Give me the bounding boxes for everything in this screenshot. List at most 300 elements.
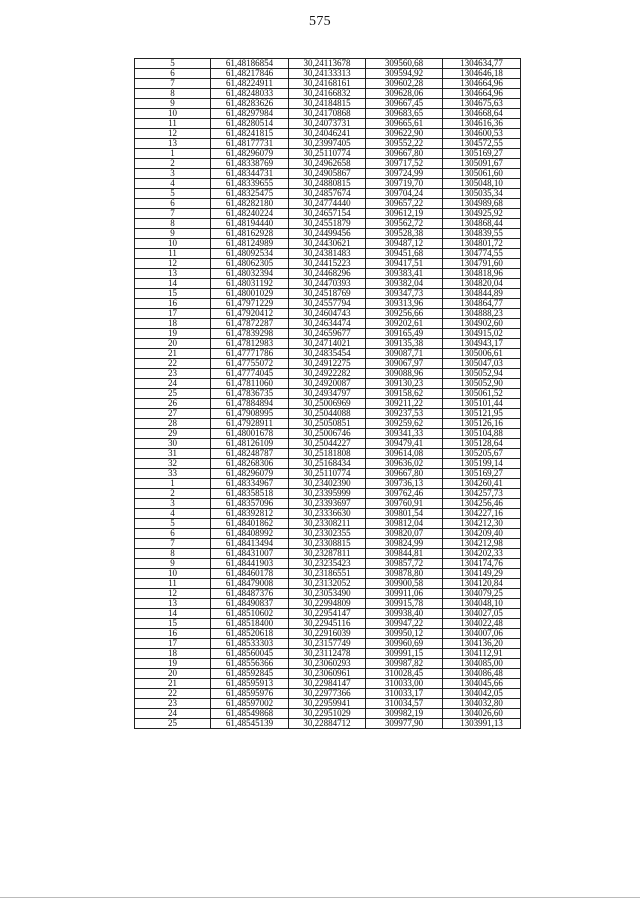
longitude-cell: 30,24657154 [289, 209, 366, 219]
point-number-cell: 14 [135, 279, 211, 289]
x-coordinate-cell: 309987,82 [366, 659, 443, 669]
y-coordinate-cell: 1305104,88 [443, 429, 521, 439]
x-coordinate-cell: 309950,12 [366, 629, 443, 639]
latitude-cell: 61,48556366 [211, 659, 289, 669]
longitude-cell: 30,24604743 [289, 309, 366, 319]
table-row [135, 339, 521, 349]
table-row [135, 59, 521, 69]
y-coordinate-cell: 1304112,91 [443, 649, 521, 659]
table-row [135, 449, 521, 459]
longitude-cell: 30,23157749 [289, 639, 366, 649]
longitude-cell: 30,25006969 [289, 399, 366, 409]
x-coordinate-cell: 309417,51 [366, 259, 443, 269]
y-coordinate-cell: 1305101,44 [443, 399, 521, 409]
table-row [135, 539, 521, 549]
longitude-cell: 30,24659677 [289, 329, 366, 339]
latitude-cell: 61,48186854 [211, 59, 289, 69]
table-row [135, 659, 521, 669]
latitude-cell: 61,48401862 [211, 519, 289, 529]
latitude-cell: 61,48283626 [211, 99, 289, 109]
x-coordinate-cell: 309657,22 [366, 199, 443, 209]
point-number-cell: 7 [135, 79, 211, 89]
point-number-cell: 30 [135, 439, 211, 449]
x-coordinate-cell: 309612,19 [366, 209, 443, 219]
point-number-cell: 13 [135, 139, 211, 149]
coordinates-table-body [135, 59, 521, 729]
table-row [135, 639, 521, 649]
longitude-cell: 30,24905867 [289, 169, 366, 179]
x-coordinate-cell: 309820,07 [366, 529, 443, 539]
longitude-cell: 30,24774440 [289, 199, 366, 209]
latitude-cell: 61,48062305 [211, 259, 289, 269]
x-coordinate-cell: 309622,90 [366, 129, 443, 139]
latitude-cell: 61,48092534 [211, 249, 289, 259]
y-coordinate-cell: 1303991,13 [443, 719, 521, 729]
x-coordinate-cell: 309528,38 [366, 229, 443, 239]
y-coordinate-cell: 1305006,61 [443, 349, 521, 359]
longitude-cell: 30,24920087 [289, 379, 366, 389]
latitude-cell: 61,48297984 [211, 109, 289, 119]
point-number-cell: 8 [135, 549, 211, 559]
x-coordinate-cell: 309347,73 [366, 289, 443, 299]
latitude-cell: 61,47836735 [211, 389, 289, 399]
y-coordinate-cell: 1304086,48 [443, 669, 521, 679]
latitude-cell: 61,48479008 [211, 579, 289, 589]
point-number-cell: 9 [135, 99, 211, 109]
point-number-cell: 1 [135, 149, 211, 159]
y-coordinate-cell: 1304042,05 [443, 689, 521, 699]
table-row [135, 679, 521, 689]
table-row [135, 119, 521, 129]
point-number-cell: 8 [135, 89, 211, 99]
x-coordinate-cell: 309991,15 [366, 649, 443, 659]
point-number-cell: 17 [135, 309, 211, 319]
latitude-cell: 61,48431007 [211, 549, 289, 559]
latitude-cell: 61,48334967 [211, 479, 289, 489]
x-coordinate-cell: 309237,53 [366, 409, 443, 419]
longitude-cell: 30,24430621 [289, 239, 366, 249]
point-number-cell: 12 [135, 129, 211, 139]
table-row [135, 419, 521, 429]
latitude-cell: 61,48224911 [211, 79, 289, 89]
point-number-cell: 14 [135, 609, 211, 619]
longitude-cell: 30,24470393 [289, 279, 366, 289]
table-row [135, 649, 521, 659]
y-coordinate-cell: 1305048,10 [443, 179, 521, 189]
y-coordinate-cell: 1305121,95 [443, 409, 521, 419]
x-coordinate-cell: 309911,06 [366, 589, 443, 599]
latitude-cell: 61,48490837 [211, 599, 289, 609]
table-row [135, 69, 521, 79]
longitude-cell: 30,23308211 [289, 519, 366, 529]
table-row [135, 399, 521, 409]
longitude-cell: 30,24499456 [289, 229, 366, 239]
table-row [135, 689, 521, 699]
x-coordinate-cell: 309158,62 [366, 389, 443, 399]
latitude-cell: 61,48344731 [211, 169, 289, 179]
page-number: 575 [309, 14, 331, 29]
point-number-cell: 4 [135, 179, 211, 189]
latitude-cell: 61,48217846 [211, 69, 289, 79]
latitude-cell: 61,48325475 [211, 189, 289, 199]
latitude-cell: 61,48408992 [211, 529, 289, 539]
y-coordinate-cell: 1304136,20 [443, 639, 521, 649]
point-number-cell: 1 [135, 479, 211, 489]
latitude-cell: 61,48001029 [211, 289, 289, 299]
latitude-cell: 61,47920412 [211, 309, 289, 319]
longitude-cell: 30,22945116 [289, 619, 366, 629]
y-coordinate-cell: 1304943,17 [443, 339, 521, 349]
point-number-cell: 24 [135, 379, 211, 389]
y-coordinate-cell: 1304026,60 [443, 709, 521, 719]
point-number-cell: 25 [135, 389, 211, 399]
y-coordinate-cell: 1304212,30 [443, 519, 521, 529]
x-coordinate-cell: 309552,22 [366, 139, 443, 149]
table-row [135, 349, 521, 359]
table-row [135, 429, 521, 439]
longitude-cell: 30,22951029 [289, 709, 366, 719]
y-coordinate-cell: 1305128,64 [443, 439, 521, 449]
y-coordinate-cell: 1305091,67 [443, 159, 521, 169]
latitude-cell: 61,48597002 [211, 699, 289, 709]
y-coordinate-cell: 1304675,63 [443, 99, 521, 109]
y-coordinate-cell: 1305061,52 [443, 389, 521, 399]
y-coordinate-cell: 1304902,60 [443, 319, 521, 329]
table-row [135, 209, 521, 219]
table-row [135, 519, 521, 529]
latitude-cell: 61,48357096 [211, 499, 289, 509]
longitude-cell: 30,23235423 [289, 559, 366, 569]
point-number-cell: 17 [135, 639, 211, 649]
table-row [135, 109, 521, 119]
table-row [135, 619, 521, 629]
x-coordinate-cell: 309717,52 [366, 159, 443, 169]
point-number-cell: 11 [135, 579, 211, 589]
longitude-cell: 30,25006746 [289, 429, 366, 439]
latitude-cell: 61,47755072 [211, 359, 289, 369]
x-coordinate-cell: 309762,46 [366, 489, 443, 499]
table-row [135, 469, 521, 479]
longitude-cell: 30,24113678 [289, 59, 366, 69]
point-number-cell: 11 [135, 249, 211, 259]
y-coordinate-cell: 1305061,60 [443, 169, 521, 179]
latitude-cell: 61,48592845 [211, 669, 289, 679]
latitude-cell: 61,48126109 [211, 439, 289, 449]
y-coordinate-cell: 1305052,90 [443, 379, 521, 389]
latitude-cell: 61,48296079 [211, 149, 289, 159]
x-coordinate-cell: 309667,80 [366, 469, 443, 479]
x-coordinate-cell: 309915,78 [366, 599, 443, 609]
y-coordinate-cell: 1304989,68 [443, 199, 521, 209]
x-coordinate-cell: 310034,57 [366, 699, 443, 709]
point-number-cell: 10 [135, 109, 211, 119]
y-coordinate-cell: 1304174,76 [443, 559, 521, 569]
latitude-cell: 61,47971229 [211, 299, 289, 309]
latitude-cell: 61,48595913 [211, 679, 289, 689]
x-coordinate-cell: 310033,17 [366, 689, 443, 699]
point-number-cell: 5 [135, 519, 211, 529]
point-number-cell: 21 [135, 349, 211, 359]
y-coordinate-cell: 1304791,60 [443, 259, 521, 269]
table-row [135, 489, 521, 499]
table-row [135, 309, 521, 319]
longitude-cell: 30,24073731 [289, 119, 366, 129]
y-coordinate-cell: 1304864,77 [443, 299, 521, 309]
latitude-cell: 61,47811060 [211, 379, 289, 389]
longitude-cell: 30,24880815 [289, 179, 366, 189]
x-coordinate-cell: 309451,68 [366, 249, 443, 259]
longitude-cell: 30,23395999 [289, 489, 366, 499]
x-coordinate-cell: 309479,41 [366, 439, 443, 449]
x-coordinate-cell: 309938,40 [366, 609, 443, 619]
x-coordinate-cell: 309067,97 [366, 359, 443, 369]
longitude-cell: 30,23132052 [289, 579, 366, 589]
x-coordinate-cell: 309135,38 [366, 339, 443, 349]
point-number-cell: 18 [135, 649, 211, 659]
table-row [135, 159, 521, 169]
latitude-cell: 61,47872287 [211, 319, 289, 329]
point-number-cell: 13 [135, 599, 211, 609]
longitude-cell: 30,23393697 [289, 499, 366, 509]
point-number-cell: 3 [135, 169, 211, 179]
table-row [135, 239, 521, 249]
latitude-cell: 61,48358518 [211, 489, 289, 499]
longitude-cell: 30,24468296 [289, 269, 366, 279]
table-row [135, 509, 521, 519]
x-coordinate-cell: 309256,66 [366, 309, 443, 319]
longitude-cell: 30,23302355 [289, 529, 366, 539]
point-number-cell: 22 [135, 689, 211, 699]
y-coordinate-cell: 1304668,64 [443, 109, 521, 119]
longitude-cell: 30,25044227 [289, 439, 366, 449]
x-coordinate-cell: 309704,24 [366, 189, 443, 199]
longitude-cell: 30,24835454 [289, 349, 366, 359]
longitude-cell: 30,23287811 [289, 549, 366, 559]
longitude-cell: 30,24518769 [289, 289, 366, 299]
y-coordinate-cell: 1304868,44 [443, 219, 521, 229]
point-number-cell: 10 [135, 239, 211, 249]
longitude-cell: 30,24634474 [289, 319, 366, 329]
longitude-cell: 30,24857674 [289, 189, 366, 199]
longitude-cell: 30,23060293 [289, 659, 366, 669]
point-number-cell: 18 [135, 319, 211, 329]
point-number-cell: 2 [135, 159, 211, 169]
latitude-cell: 61,47774045 [211, 369, 289, 379]
latitude-cell: 61,48194440 [211, 219, 289, 229]
longitude-cell: 30,25050851 [289, 419, 366, 429]
latitude-cell: 61,48248033 [211, 89, 289, 99]
coordinates-table [134, 58, 521, 729]
point-number-cell: 2 [135, 489, 211, 499]
table-row [135, 529, 521, 539]
y-coordinate-cell: 1304227,16 [443, 509, 521, 519]
y-coordinate-cell: 1304572,55 [443, 139, 521, 149]
point-number-cell: 6 [135, 529, 211, 539]
y-coordinate-cell: 1304820,04 [443, 279, 521, 289]
latitude-cell: 61,48031192 [211, 279, 289, 289]
longitude-cell: 30,25181808 [289, 449, 366, 459]
longitude-cell: 30,24415223 [289, 259, 366, 269]
x-coordinate-cell: 309719,70 [366, 179, 443, 189]
latitude-cell: 61,48487376 [211, 589, 289, 599]
x-coordinate-cell: 309594,92 [366, 69, 443, 79]
latitude-cell: 61,48280514 [211, 119, 289, 129]
y-coordinate-cell: 1304027,05 [443, 609, 521, 619]
longitude-cell: 30,24551879 [289, 219, 366, 229]
point-number-cell: 26 [135, 399, 211, 409]
longitude-cell: 30,24962658 [289, 159, 366, 169]
latitude-cell: 61,48413494 [211, 539, 289, 549]
x-coordinate-cell: 309562,72 [366, 219, 443, 229]
x-coordinate-cell: 309087,71 [366, 349, 443, 359]
x-coordinate-cell: 309313,96 [366, 299, 443, 309]
table-row [135, 289, 521, 299]
y-coordinate-cell: 1304664,96 [443, 79, 521, 89]
x-coordinate-cell: 309724,99 [366, 169, 443, 179]
table-row [135, 149, 521, 159]
y-coordinate-cell: 1304616,36 [443, 119, 521, 129]
x-coordinate-cell: 309760,91 [366, 499, 443, 509]
longitude-cell: 30,22984147 [289, 679, 366, 689]
x-coordinate-cell: 309947,22 [366, 619, 443, 629]
longitude-cell: 30,22994809 [289, 599, 366, 609]
latitude-cell: 61,48032394 [211, 269, 289, 279]
x-coordinate-cell: 309383,41 [366, 269, 443, 279]
y-coordinate-cell: 1305199,14 [443, 459, 521, 469]
page-bottom-edge [0, 897, 640, 898]
y-coordinate-cell: 1305052,94 [443, 369, 521, 379]
y-coordinate-cell: 1305035,34 [443, 189, 521, 199]
latitude-cell: 61,48392812 [211, 509, 289, 519]
longitude-cell: 30,24381483 [289, 249, 366, 259]
x-coordinate-cell: 309667,45 [366, 99, 443, 109]
latitude-cell: 61,48510602 [211, 609, 289, 619]
y-coordinate-cell: 1304045,66 [443, 679, 521, 689]
point-number-cell: 20 [135, 339, 211, 349]
longitude-cell: 30,24184815 [289, 99, 366, 109]
y-coordinate-cell: 1304212,98 [443, 539, 521, 549]
y-coordinate-cell: 1304032,80 [443, 699, 521, 709]
table-row [135, 299, 521, 309]
longitude-cell: 30,23060961 [289, 669, 366, 679]
x-coordinate-cell: 309812,04 [366, 519, 443, 529]
x-coordinate-cell: 309857,72 [366, 559, 443, 569]
y-coordinate-cell: 1305205,67 [443, 449, 521, 459]
table-row [135, 499, 521, 509]
longitude-cell: 30,24168161 [289, 79, 366, 89]
y-coordinate-cell: 1304664,96 [443, 89, 521, 99]
latitude-cell: 61,48282180 [211, 199, 289, 209]
latitude-cell: 61,48241815 [211, 129, 289, 139]
table-row [135, 549, 521, 559]
point-number-cell: 24 [135, 709, 211, 719]
point-number-cell: 19 [135, 659, 211, 669]
x-coordinate-cell: 309487,12 [366, 239, 443, 249]
y-coordinate-cell: 1304022,48 [443, 619, 521, 629]
point-number-cell: 5 [135, 59, 211, 69]
table-row [135, 589, 521, 599]
point-number-cell: 25 [135, 719, 211, 729]
x-coordinate-cell: 309088,96 [366, 369, 443, 379]
point-number-cell: 12 [135, 589, 211, 599]
point-number-cell: 27 [135, 409, 211, 419]
latitude-cell: 61,48533303 [211, 639, 289, 649]
table-row [135, 719, 521, 729]
y-coordinate-cell: 1304257,73 [443, 489, 521, 499]
latitude-cell: 61,48460178 [211, 569, 289, 579]
table-row [135, 129, 521, 139]
y-coordinate-cell: 1304888,23 [443, 309, 521, 319]
y-coordinate-cell: 1304774,55 [443, 249, 521, 259]
table-row [135, 359, 521, 369]
latitude-cell: 61,47812983 [211, 339, 289, 349]
latitude-cell: 61,48441903 [211, 559, 289, 569]
table-row [135, 79, 521, 89]
x-coordinate-cell: 309667,80 [366, 149, 443, 159]
latitude-cell: 61,48595976 [211, 689, 289, 699]
point-number-cell: 33 [135, 469, 211, 479]
table-row [135, 329, 521, 339]
longitude-cell: 30,24170868 [289, 109, 366, 119]
y-coordinate-cell: 1304646,18 [443, 69, 521, 79]
y-coordinate-cell: 1304925,92 [443, 209, 521, 219]
longitude-cell: 30,24714021 [289, 339, 366, 349]
y-coordinate-cell: 1304149,29 [443, 569, 521, 579]
point-number-cell: 29 [135, 429, 211, 439]
table-row [135, 99, 521, 109]
latitude-cell: 61,48549868 [211, 709, 289, 719]
y-coordinate-cell: 1304801,72 [443, 239, 521, 249]
longitude-cell: 30,24046241 [289, 129, 366, 139]
longitude-cell: 30,22959941 [289, 699, 366, 709]
table-row [135, 459, 521, 469]
point-number-cell: 8 [135, 219, 211, 229]
point-number-cell: 6 [135, 199, 211, 209]
longitude-cell: 30,23402390 [289, 479, 366, 489]
latitude-cell: 61,47908995 [211, 409, 289, 419]
longitude-cell: 30,22916039 [289, 629, 366, 639]
longitude-cell: 30,24133313 [289, 69, 366, 79]
longitude-cell: 30,24912275 [289, 359, 366, 369]
y-coordinate-cell: 1305169,27 [443, 469, 521, 479]
y-coordinate-cell: 1305047,03 [443, 359, 521, 369]
x-coordinate-cell: 309341,33 [366, 429, 443, 439]
table-row [135, 409, 521, 419]
latitude-cell: 61,47928911 [211, 419, 289, 429]
point-number-cell: 16 [135, 629, 211, 639]
x-coordinate-cell: 309130,23 [366, 379, 443, 389]
table-row [135, 169, 521, 179]
latitude-cell: 61,48545139 [211, 719, 289, 729]
latitude-cell: 61,48560045 [211, 649, 289, 659]
longitude-cell: 30,24934797 [289, 389, 366, 399]
x-coordinate-cell: 309844,81 [366, 549, 443, 559]
point-number-cell: 28 [135, 419, 211, 429]
point-number-cell: 11 [135, 119, 211, 129]
x-coordinate-cell: 309824,99 [366, 539, 443, 549]
table-row [135, 609, 521, 619]
point-number-cell: 23 [135, 369, 211, 379]
x-coordinate-cell: 309602,28 [366, 79, 443, 89]
longitude-cell: 30,22977366 [289, 689, 366, 699]
latitude-cell: 61,48518400 [211, 619, 289, 629]
latitude-cell: 61,48001678 [211, 429, 289, 439]
latitude-cell: 61,48268306 [211, 459, 289, 469]
table-row [135, 699, 521, 709]
point-number-cell: 4 [135, 509, 211, 519]
latitude-cell: 61,48240224 [211, 209, 289, 219]
longitude-cell: 30,24922282 [289, 369, 366, 379]
